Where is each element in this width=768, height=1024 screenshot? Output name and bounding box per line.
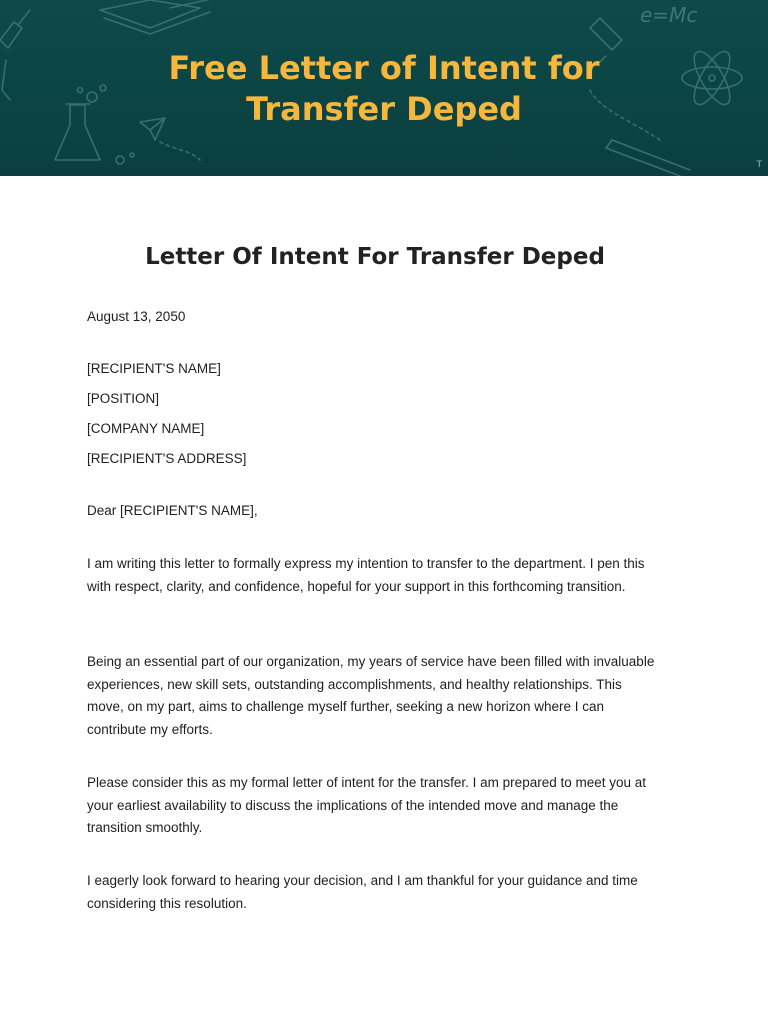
letter-title: Letter Of Intent For Transfer Deped [145, 244, 605, 270]
header-banner [0, 0, 768, 176]
salutation: Dear [RECIPIENT'S NAME], [87, 503, 258, 518]
banner-title-line-2: Transfer Deped [246, 90, 522, 128]
formula-doodle: e=Mc [640, 3, 698, 27]
banner-title [0, 48, 768, 130]
banner-title-line-1: Free Letter of Intent for [168, 49, 600, 87]
body-paragraph-2: Being an essential part of our organization, my years of service have been filled with invaluable experiences, new skill sets, outstanding accomplishments, and healthy relationships. This move, on my part, aims to challenge myself further, seeking a new horizon where I can contribute my efforts. [87, 654, 655, 738]
body-paragraph-4: I eagerly look forward to hearing your decision, and I am thankful for your guidance and time considering this resolution. [87, 873, 638, 911]
body-paragraph-3: Please consider this as my formal letter of intent for the transfer. I am prepared to meet you at your earliest availability to discuss the implications of the intended move and manage the transition smoothly. [87, 775, 647, 836]
corner-mark: T [756, 160, 762, 170]
recipient-position: [POSITION] [87, 391, 160, 406]
recipient-address: [RECIPIENT'S ADDRESS] [87, 451, 247, 466]
recipient-company: [COMPANY NAME] [87, 421, 205, 436]
letter-date: August 13, 2050 [87, 309, 186, 324]
body-paragraph-1: I am writing this letter to formally express my intention to transfer to the department. I pen this with respect, clarity, and confidence, hopeful for your support in this forthcoming transition. [87, 556, 645, 594]
recipient-name: [RECIPIENT'S NAME] [87, 361, 221, 376]
